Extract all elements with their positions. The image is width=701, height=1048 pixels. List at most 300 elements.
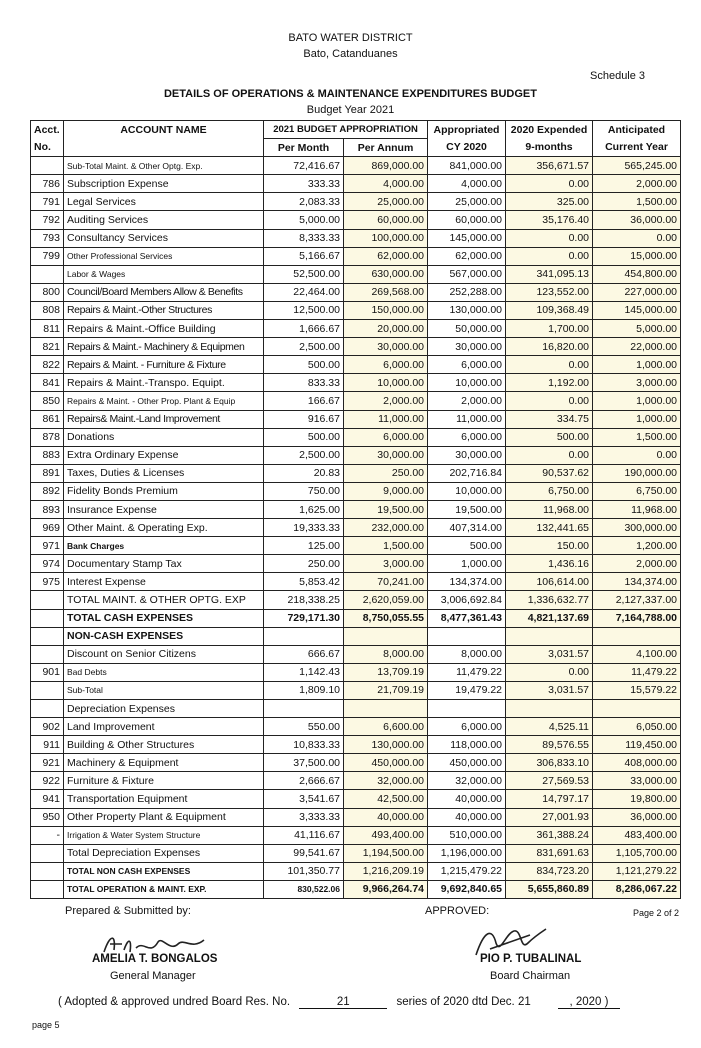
per-month-cell: 22,464.00 xyxy=(264,283,344,301)
anticipated-cell: 119,450.00 xyxy=(593,736,681,754)
account-name-cell: Land Improvement xyxy=(64,718,264,736)
expended-cell: 106,614.00 xyxy=(506,573,593,591)
anticipated-cell: 6,750.00 xyxy=(593,482,681,500)
per-annum-cell: 250.00 xyxy=(344,464,428,482)
expended-cell: 356,671.57 xyxy=(506,157,593,175)
per-month-cell xyxy=(264,700,344,718)
acct-cell: 901 xyxy=(31,663,64,681)
per-annum-cell: 32,000.00 xyxy=(344,772,428,790)
table-row xyxy=(31,428,681,446)
table-row xyxy=(31,754,681,772)
per-annum-cell: 2,620,059.00 xyxy=(344,591,428,609)
acct-cell: 821 xyxy=(31,338,64,356)
expended-cell: 4,525.11 xyxy=(506,718,593,736)
acct-cell: 799 xyxy=(31,247,64,265)
expended-cell: 123,552.00 xyxy=(506,283,593,301)
per-annum-cell: 70,241.00 xyxy=(344,573,428,591)
per-month-cell: 3,333.33 xyxy=(264,808,344,826)
cy2020-cell: 450,000.00 xyxy=(428,754,506,772)
per-annum-cell: 9,966,264.74 xyxy=(344,880,428,898)
expended-cell: 16,820.00 xyxy=(506,338,593,356)
anticipated-cell: 190,000.00 xyxy=(593,464,681,482)
adoption-text: ( Adopted & approved undred Board Res. No. xyxy=(58,996,291,1008)
expended-cell: 0.00 xyxy=(506,446,593,464)
cy2020-cell: 1,000.00 xyxy=(428,555,506,573)
cy2020-cell: 10,000.00 xyxy=(428,374,506,392)
table-row xyxy=(31,283,681,301)
cy2020-cell: 62,000.00 xyxy=(428,247,506,265)
cy2020-cell: 8,477,361.43 xyxy=(428,609,506,627)
per-annum-cell: 10,000.00 xyxy=(344,374,428,392)
acct-cell: 892 xyxy=(31,482,64,500)
per-annum-cell: 130,000.00 xyxy=(344,736,428,754)
col-expended: 2020 Expended xyxy=(506,121,593,139)
account-name-cell: Fidelity Bonds Premium xyxy=(64,482,264,500)
table-row xyxy=(31,410,681,428)
cy2020-cell: 1,215,479.22 xyxy=(428,862,506,880)
acct-cell xyxy=(31,681,64,699)
anticipated-cell: 2,127,337.00 xyxy=(593,591,681,609)
account-name-cell: Taxes, Duties & Licenses xyxy=(64,464,264,482)
acct-cell: 786 xyxy=(31,175,64,193)
acct-cell: 850 xyxy=(31,392,64,410)
per-annum-cell: 493,400.00 xyxy=(344,826,428,844)
anticipated-cell: 19,800.00 xyxy=(593,790,681,808)
acct-cell: 911 xyxy=(31,736,64,754)
approved-label: APPROVED: xyxy=(425,905,490,917)
expended-cell: 831,691.63 xyxy=(506,844,593,862)
cy2020-cell xyxy=(428,700,506,718)
col-appropriation: 2021 BUDGET APPROPRIATION xyxy=(264,121,428,139)
per-annum-cell: 2,000.00 xyxy=(344,392,428,410)
per-month-cell: 1,809.10 xyxy=(264,681,344,699)
per-annum-cell xyxy=(344,700,428,718)
anticipated-cell: 15,579.22 xyxy=(593,681,681,699)
per-annum-cell: 60,000.00 xyxy=(344,211,428,229)
table-row xyxy=(31,338,681,356)
account-name-cell: Building & Other Structures xyxy=(64,736,264,754)
anticipated-cell: 36,000.00 xyxy=(593,211,681,229)
acct-cell xyxy=(31,627,64,645)
per-annum-cell: 62,000.00 xyxy=(344,247,428,265)
per-month-cell: 52,500.00 xyxy=(264,265,344,283)
anticipated-cell: 1,500.00 xyxy=(593,193,681,211)
anticipated-cell: 1,000.00 xyxy=(593,356,681,374)
table-row xyxy=(31,175,681,193)
table-row xyxy=(31,844,681,862)
anticipated-cell: 483,400.00 xyxy=(593,826,681,844)
anticipated-cell xyxy=(593,627,681,645)
account-name-cell: Repairs & Maint.- Machinery & Equipmen xyxy=(64,338,264,356)
acct-cell: 891 xyxy=(31,464,64,482)
account-name-cell: Sub-Total Maint. & Other Optg. Exp. xyxy=(64,157,264,175)
acct-cell xyxy=(31,700,64,718)
acct-cell xyxy=(31,157,64,175)
expended-cell: 0.00 xyxy=(506,663,593,681)
table-row xyxy=(31,500,681,518)
account-name-cell: Legal Services xyxy=(64,193,264,211)
account-name-cell: TOTAL NON CASH EXPENSES xyxy=(64,862,264,880)
per-annum-cell: 19,500.00 xyxy=(344,500,428,518)
per-month-cell: 333.33 xyxy=(264,175,344,193)
acct-cell: 893 xyxy=(31,500,64,518)
acct-cell: 822 xyxy=(31,356,64,374)
cy2020-cell: 134,374.00 xyxy=(428,573,506,591)
col-current-year: Current Year xyxy=(593,139,681,157)
per-month-cell: 37,500.00 xyxy=(264,754,344,772)
org-location: Bato, Catanduanes xyxy=(303,48,398,60)
cy2020-cell: 8,000.00 xyxy=(428,645,506,663)
per-month-cell: 830,522.06 xyxy=(264,880,344,898)
acct-cell xyxy=(31,591,64,609)
anticipated-cell: 134,374.00 xyxy=(593,573,681,591)
account-name-cell: Machinery & Equipment xyxy=(64,754,264,772)
anticipated-cell: 4,100.00 xyxy=(593,645,681,663)
account-name-cell: Subscription Expense xyxy=(64,175,264,193)
cy2020-cell: 60,000.00 xyxy=(428,211,506,229)
table-row xyxy=(31,301,681,319)
signatory-1-name: AMELIA T. BONGALOS xyxy=(92,953,218,965)
expended-cell xyxy=(506,700,593,718)
table-row xyxy=(31,482,681,500)
cy2020-cell: 130,000.00 xyxy=(428,301,506,319)
table-row xyxy=(31,555,681,573)
expended-cell: 4,821,137.69 xyxy=(506,609,593,627)
cy2020-cell: 40,000.00 xyxy=(428,808,506,826)
budget-year: Budget Year 2021 xyxy=(306,104,395,116)
acct-cell: 811 xyxy=(31,320,64,338)
anticipated-cell: 300,000.00 xyxy=(593,519,681,537)
signatory-2-title: Board Chairman xyxy=(490,970,571,982)
expended-cell: 132,441.65 xyxy=(506,519,593,537)
cy2020-cell: 510,000.00 xyxy=(428,826,506,844)
expended-cell: 1,436.16 xyxy=(506,555,593,573)
anticipated-cell: 145,000.00 xyxy=(593,301,681,319)
anticipated-cell: 5,000.00 xyxy=(593,320,681,338)
signatory-1-title: General Manager xyxy=(110,970,196,982)
per-month-cell: 750.00 xyxy=(264,482,344,500)
per-month-cell: 500.00 xyxy=(264,428,344,446)
table-row xyxy=(31,464,681,482)
per-annum-cell: 9,000.00 xyxy=(344,482,428,500)
expended-cell: 11,968.00 xyxy=(506,500,593,518)
table-row xyxy=(31,193,681,211)
cy2020-cell: 9,692,840.65 xyxy=(428,880,506,898)
per-annum-cell: 269,568.00 xyxy=(344,283,428,301)
expended-cell: 89,576.55 xyxy=(506,736,593,754)
table-row xyxy=(31,736,681,754)
per-month-cell: 20.83 xyxy=(264,464,344,482)
per-annum-cell: 1,500.00 xyxy=(344,537,428,555)
per-annum-cell: 8,750,055.55 xyxy=(344,609,428,627)
cy2020-cell: 25,000.00 xyxy=(428,193,506,211)
table-row xyxy=(31,790,681,808)
cy2020-cell: 6,000.00 xyxy=(428,356,506,374)
per-month-cell: 2,500.00 xyxy=(264,446,344,464)
cy2020-cell: 3,006,692.84 xyxy=(428,591,506,609)
per-month-cell: 8,333.33 xyxy=(264,229,344,247)
cy2020-cell: 30,000.00 xyxy=(428,338,506,356)
acct-cell xyxy=(31,844,64,862)
per-annum-cell: 20,000.00 xyxy=(344,320,428,338)
table-row xyxy=(31,356,681,374)
account-name-cell: Bad Debts xyxy=(64,663,264,681)
table-row xyxy=(31,519,681,537)
table-row xyxy=(31,320,681,338)
anticipated-cell: 2,000.00 xyxy=(593,175,681,193)
expended-cell: 0.00 xyxy=(506,392,593,410)
anticipated-cell: 1,000.00 xyxy=(593,410,681,428)
org-name: BATO WATER DISTRICT xyxy=(288,32,413,44)
expended-cell: 90,537.62 xyxy=(506,464,593,482)
acct-cell: 883 xyxy=(31,446,64,464)
table-row xyxy=(31,663,681,681)
per-annum-cell: 3,000.00 xyxy=(344,555,428,573)
acct-cell xyxy=(31,609,64,627)
acct-cell xyxy=(31,862,64,880)
acct-cell: 878 xyxy=(31,428,64,446)
anticipated-cell: 7,164,788.00 xyxy=(593,609,681,627)
anticipated-cell: 15,000.00 xyxy=(593,247,681,265)
account-name-cell: TOTAL CASH EXPENSES xyxy=(64,609,264,627)
table-row xyxy=(31,591,681,609)
acct-cell: 791 xyxy=(31,193,64,211)
cy2020-cell: 11,479.22 xyxy=(428,663,506,681)
per-month-cell: 550.00 xyxy=(264,718,344,736)
per-annum-cell xyxy=(344,627,428,645)
table-row xyxy=(31,247,681,265)
per-annum-cell: 1,194,500.00 xyxy=(344,844,428,862)
prepared-label: Prepared & Submitted by: xyxy=(65,905,191,917)
per-month-cell: 2,500.00 xyxy=(264,338,344,356)
expended-cell: 3,031.57 xyxy=(506,681,593,699)
adoption-line xyxy=(58,996,620,1009)
per-month-cell: 12,500.00 xyxy=(264,301,344,319)
acct-cell: - xyxy=(31,826,64,844)
anticipated-cell: 0.00 xyxy=(593,229,681,247)
per-month-cell: 5,166.67 xyxy=(264,247,344,265)
expended-cell: 1,336,632.77 xyxy=(506,591,593,609)
account-name-cell: Repairs & Maint. - Other Prop. Plant & Equip xyxy=(64,392,264,410)
per-month-cell: 125.00 xyxy=(264,537,344,555)
account-name-cell: Other Property Plant & Equipment xyxy=(64,808,264,826)
account-name-cell: Irrigation & Water System Structure xyxy=(64,826,264,844)
col-cy2020: CY 2020 xyxy=(428,139,506,157)
expended-cell: 1,700.00 xyxy=(506,320,593,338)
expended-cell: 0.00 xyxy=(506,247,593,265)
account-name-cell: Repairs & Maint.-Office Building xyxy=(64,320,264,338)
table-row xyxy=(31,392,681,410)
expended-cell: 834,723.20 xyxy=(506,862,593,880)
anticipated-cell: 1,200.00 xyxy=(593,537,681,555)
account-name-cell: Repairs& Maint.-Land Improvement xyxy=(64,410,264,428)
per-annum-cell: 21,709.19 xyxy=(344,681,428,699)
per-month-cell: 218,338.25 xyxy=(264,591,344,609)
per-annum-cell: 6,600.00 xyxy=(344,718,428,736)
per-annum-cell: 42,500.00 xyxy=(344,790,428,808)
per-annum-cell: 450,000.00 xyxy=(344,754,428,772)
account-name-cell: Council/Board Members Allow & Benefits xyxy=(64,283,264,301)
per-annum-cell: 869,000.00 xyxy=(344,157,428,175)
per-month-cell: 916.67 xyxy=(264,410,344,428)
per-annum-cell: 8,000.00 xyxy=(344,645,428,663)
cy2020-cell: 407,314.00 xyxy=(428,519,506,537)
per-annum-cell: 30,000.00 xyxy=(344,338,428,356)
account-name-cell: Sub-Total xyxy=(64,681,264,699)
anticipated-cell xyxy=(593,700,681,718)
per-month-cell: 99,541.67 xyxy=(264,844,344,862)
cy2020-cell: 19,500.00 xyxy=(428,500,506,518)
anticipated-cell: 3,000.00 xyxy=(593,374,681,392)
acct-cell: 800 xyxy=(31,283,64,301)
col-anticipated: Anticipated xyxy=(593,121,681,139)
table-row xyxy=(31,862,681,880)
expended-cell: 325.00 xyxy=(506,193,593,211)
table-row xyxy=(31,374,681,392)
account-name-cell: Depreciation Expenses xyxy=(64,700,264,718)
cy2020-cell: 118,000.00 xyxy=(428,736,506,754)
acct-cell: 792 xyxy=(31,211,64,229)
schedule-label: Schedule 3 xyxy=(590,70,646,82)
anticipated-cell: 408,000.00 xyxy=(593,754,681,772)
acct-cell: 808 xyxy=(31,301,64,319)
cy2020-cell: 40,000.00 xyxy=(428,790,506,808)
table-body xyxy=(31,157,681,899)
adoption-series: series of 2020 dtd Dec. 21 xyxy=(396,996,531,1008)
acct-cell xyxy=(31,645,64,663)
anticipated-cell: 6,050.00 xyxy=(593,718,681,736)
account-name-cell: Auditing Services xyxy=(64,211,264,229)
per-month-cell: 729,171.30 xyxy=(264,609,344,627)
expended-cell: 0.00 xyxy=(506,229,593,247)
cy2020-cell: 50,000.00 xyxy=(428,320,506,338)
table-row xyxy=(31,537,681,555)
cy2020-cell: 6,000.00 xyxy=(428,718,506,736)
account-name-cell: Furniture & Fixture xyxy=(64,772,264,790)
per-annum-cell: 6,000.00 xyxy=(344,356,428,374)
account-name-cell: Donations xyxy=(64,428,264,446)
cy2020-cell xyxy=(428,627,506,645)
account-name-cell: Discount on Senior Citizens xyxy=(64,645,264,663)
per-month-cell: 250.00 xyxy=(264,555,344,573)
expended-cell: 0.00 xyxy=(506,175,593,193)
acct-cell xyxy=(31,265,64,283)
table-row xyxy=(31,211,681,229)
acct-cell: 950 xyxy=(31,808,64,826)
per-month-cell: 500.00 xyxy=(264,356,344,374)
expended-cell: 14,797.17 xyxy=(506,790,593,808)
account-name-cell: NON-CASH EXPENSES xyxy=(64,627,264,645)
table-row xyxy=(31,718,681,736)
acct-cell: 922 xyxy=(31,772,64,790)
table-row xyxy=(31,880,681,898)
per-annum-cell: 150,000.00 xyxy=(344,301,428,319)
account-name-cell: TOTAL OPERATION & MAINT. EXP. xyxy=(64,880,264,898)
table-row xyxy=(31,265,681,283)
cy2020-cell: 500.00 xyxy=(428,537,506,555)
cy2020-cell: 2,000.00 xyxy=(428,392,506,410)
acct-cell: 969 xyxy=(31,519,64,537)
page-number: page 5 xyxy=(32,1020,60,1030)
expended-cell: 6,750.00 xyxy=(506,482,593,500)
per-month-cell: 41,116.67 xyxy=(264,826,344,844)
col-per-month: Per Month xyxy=(264,139,344,157)
table-row xyxy=(31,772,681,790)
table-row xyxy=(31,157,681,175)
table-row xyxy=(31,229,681,247)
expended-cell: 27,001.93 xyxy=(506,808,593,826)
anticipated-cell: 11,968.00 xyxy=(593,500,681,518)
table-row xyxy=(31,446,681,464)
anticipated-cell: 33,000.00 xyxy=(593,772,681,790)
expended-cell: 306,833.10 xyxy=(506,754,593,772)
acct-cell: 975 xyxy=(31,573,64,591)
expended-cell: 3,031.57 xyxy=(506,645,593,663)
per-annum-cell: 1,216,209.19 xyxy=(344,862,428,880)
anticipated-cell: 1,500.00 xyxy=(593,428,681,446)
anticipated-cell: 1,000.00 xyxy=(593,392,681,410)
expended-cell: 361,388.24 xyxy=(506,826,593,844)
col-appropriated: Appropriated xyxy=(428,121,506,139)
cy2020-cell: 6,000.00 xyxy=(428,428,506,446)
expended-cell: 150.00 xyxy=(506,537,593,555)
col-account-name: ACCOUNT NAME xyxy=(64,121,264,139)
expended-cell: 27,569.53 xyxy=(506,772,593,790)
per-month-cell: 2,666.67 xyxy=(264,772,344,790)
cy2020-cell: 32,000.00 xyxy=(428,772,506,790)
account-name-cell: Labor & Wages xyxy=(64,265,264,283)
per-annum-cell: 100,000.00 xyxy=(344,229,428,247)
signatory-2-name: PIO P. TUBALINAL xyxy=(480,953,582,965)
per-annum-cell: 232,000.00 xyxy=(344,519,428,537)
per-month-cell: 166.67 xyxy=(264,392,344,410)
table-row xyxy=(31,645,681,663)
per-month-cell: 833.33 xyxy=(264,374,344,392)
table-row xyxy=(31,573,681,591)
col-acct: Acct. xyxy=(31,121,64,139)
per-month-cell: 2,083.33 xyxy=(264,193,344,211)
anticipated-cell: 0.00 xyxy=(593,446,681,464)
account-name-cell: Extra Ordinary Expense xyxy=(64,446,264,464)
document-title: DETAILS OF OPERATIONS & MAINTENANCE EXPENDITURES BUDGET xyxy=(163,88,537,100)
account-name-cell: Transportation Equipment xyxy=(64,790,264,808)
anticipated-cell: 227,000.00 xyxy=(593,283,681,301)
anticipated-cell: 22,000.00 xyxy=(593,338,681,356)
per-month-cell: 5,000.00 xyxy=(264,211,344,229)
cy2020-cell: 841,000.00 xyxy=(428,157,506,175)
expended-cell: 0.00 xyxy=(506,356,593,374)
anticipated-cell: 454,800.00 xyxy=(593,265,681,283)
account-name-cell: Repairs & Maint. - Furniture & Fixture xyxy=(64,356,264,374)
account-name-cell: Documentary Stamp Tax xyxy=(64,555,264,573)
per-annum-cell: 11,000.00 xyxy=(344,410,428,428)
per-annum-cell: 40,000.00 xyxy=(344,808,428,826)
account-name-cell: Total Depreciation Expenses xyxy=(64,844,264,862)
expended-cell: 334.75 xyxy=(506,410,593,428)
account-name-cell: Repairs & Maint.-Other Structures xyxy=(64,301,264,319)
expended-cell xyxy=(506,627,593,645)
per-month-cell xyxy=(264,627,344,645)
anticipated-cell: 1,105,700.00 xyxy=(593,844,681,862)
acct-cell: 841 xyxy=(31,374,64,392)
table-row xyxy=(31,826,681,844)
acct-cell: 861 xyxy=(31,410,64,428)
expended-cell: 341,095.13 xyxy=(506,265,593,283)
per-month-cell: 19,333.33 xyxy=(264,519,344,537)
acct-cell: 793 xyxy=(31,229,64,247)
expended-cell: 500.00 xyxy=(506,428,593,446)
page-of-label: Page 2 of 2 xyxy=(633,908,680,918)
